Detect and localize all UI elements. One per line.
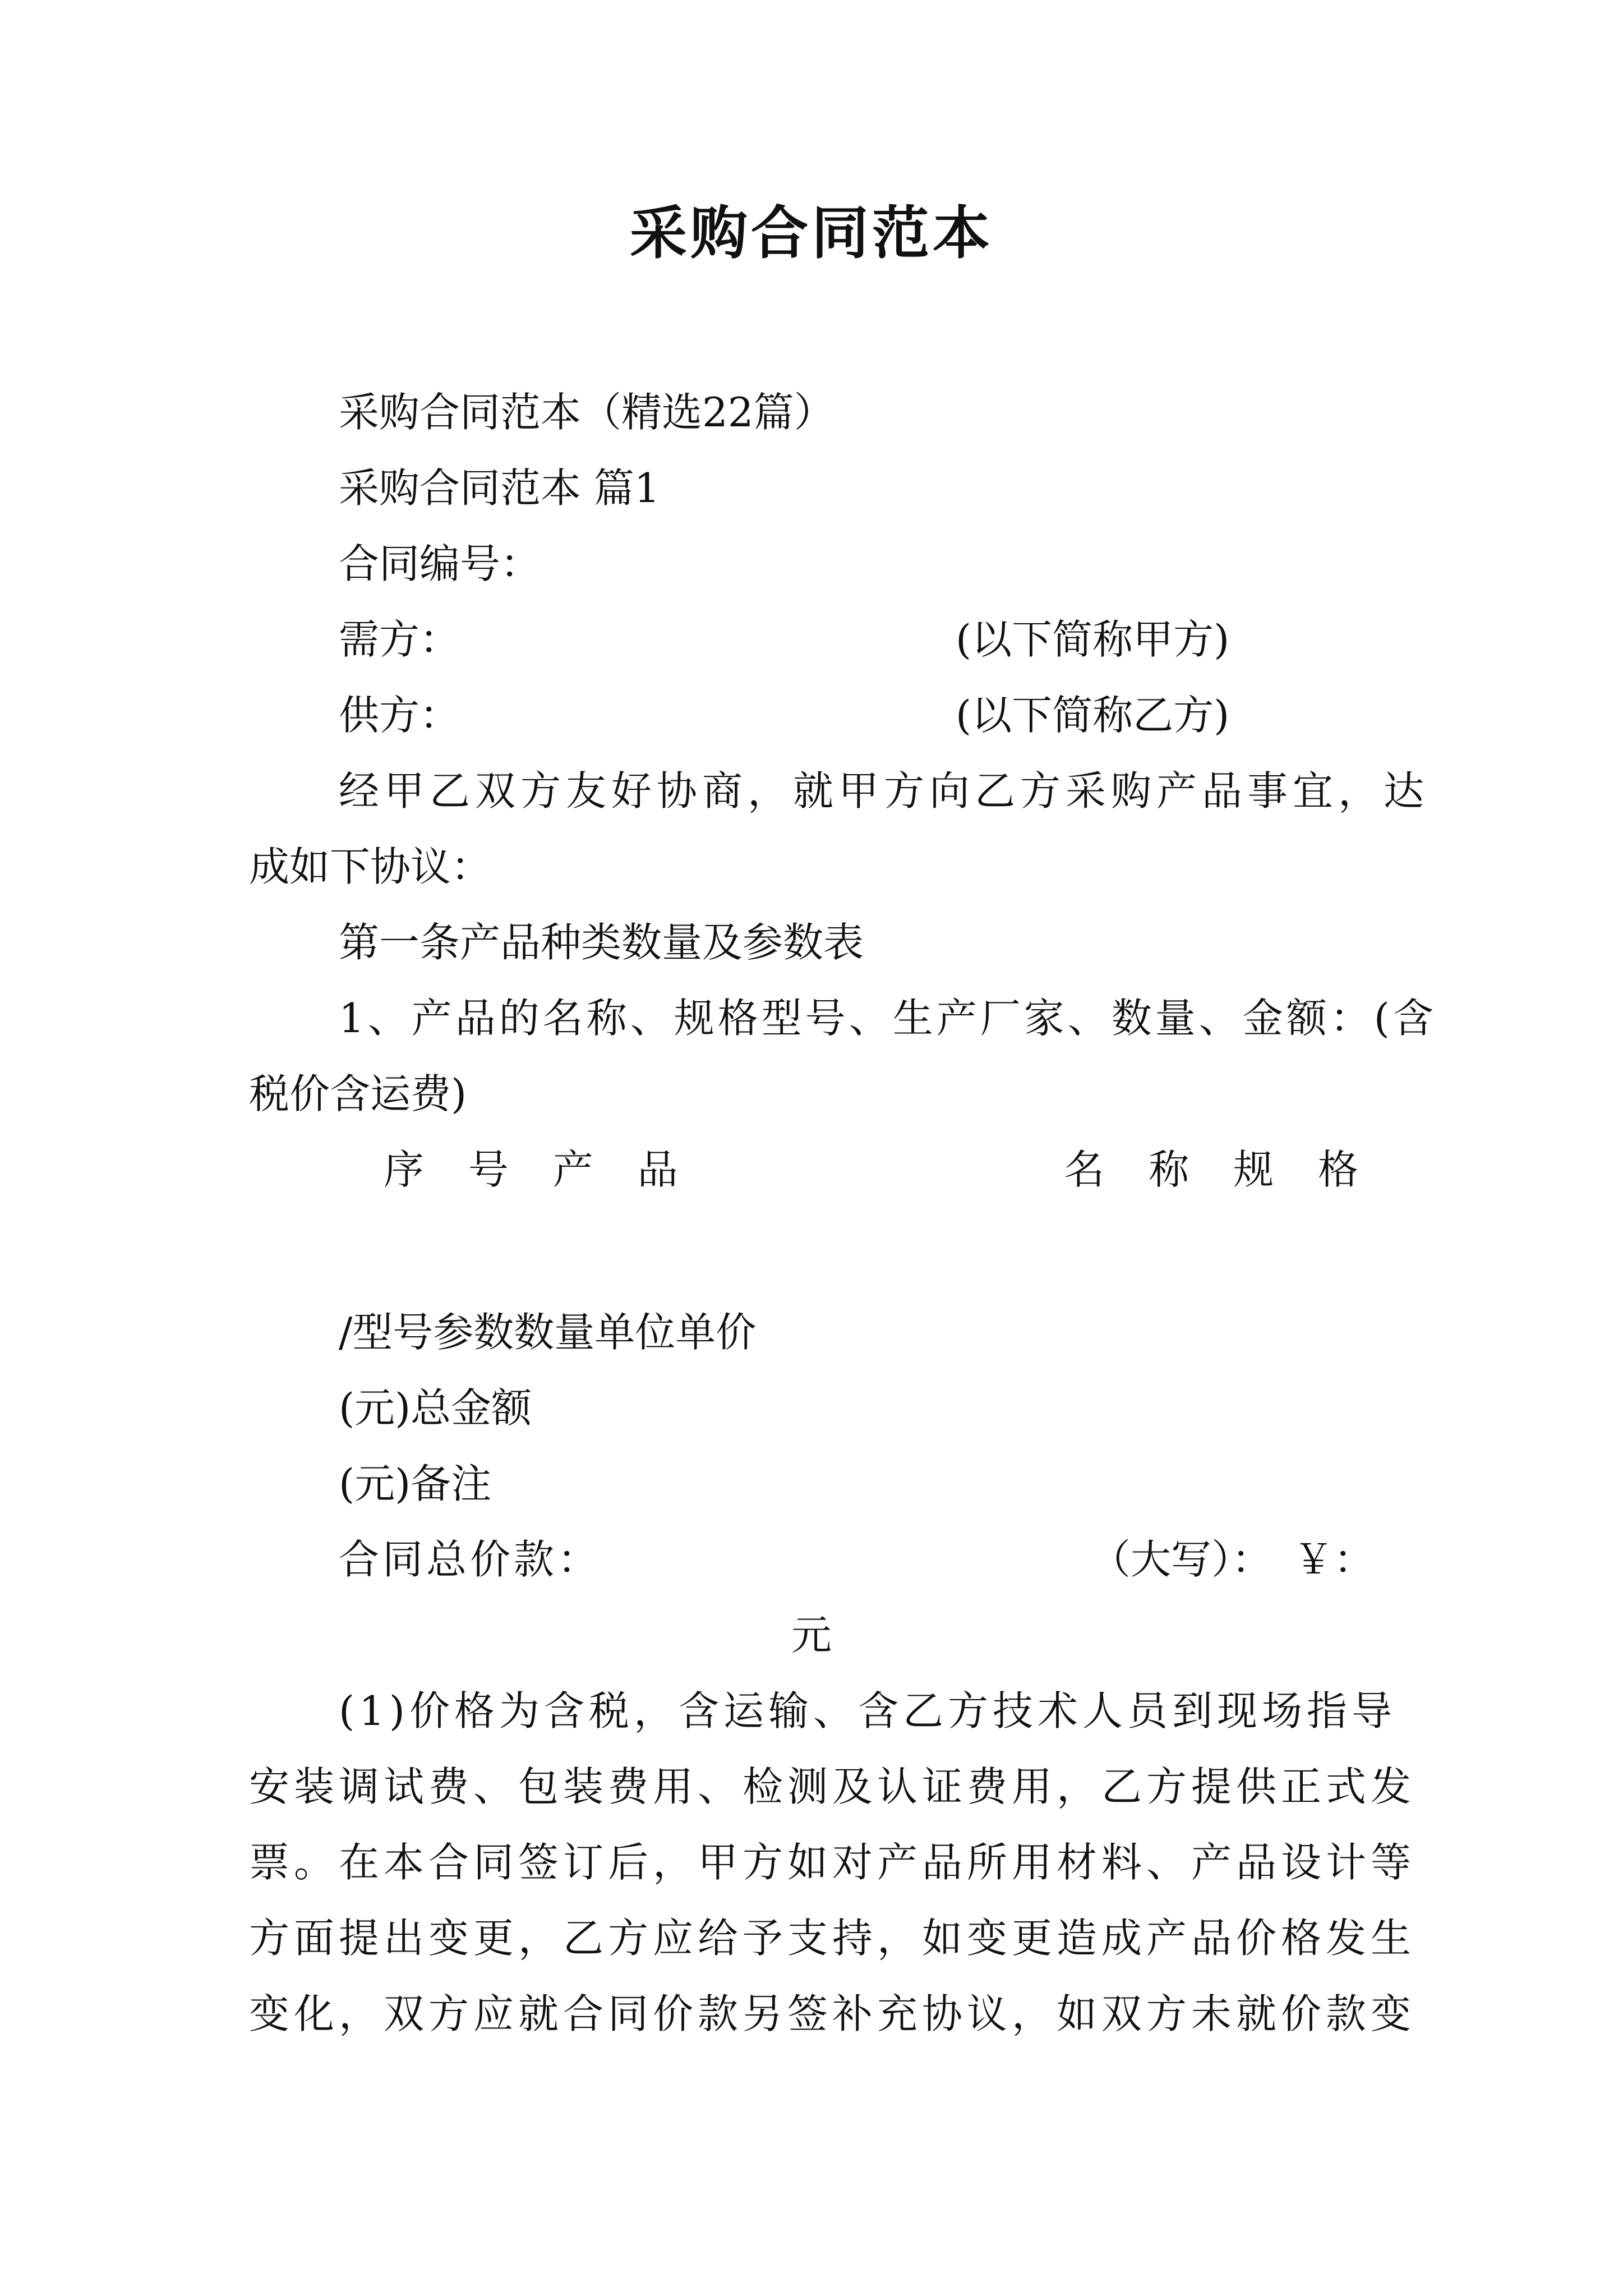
table-header-right: 名 称 规 格: [1064, 1146, 1374, 1193]
item-1-line-1: 1、产品的名称、规格型号、生产厂家、数量、金额：(含: [339, 995, 1437, 1042]
total-symbol-label: ￥：: [1293, 1536, 1374, 1583]
supplier-row: [249, 676, 1374, 754]
supplier-alias: (以下简称乙方): [956, 692, 1230, 739]
item-1-line-2: 税价含运费): [249, 1070, 467, 1117]
table-header-left: 序 号 产 品: [384, 1146, 694, 1193]
clause-1-line-4: 方面提出变更，乙方应给予支持，如变更造成产品价格发生: [249, 1915, 1416, 1962]
intro-line-1: 经甲乙双方友好协商，就甲方向乙方采购产品事宜，达: [339, 767, 1430, 815]
contract-number-label: 合同编号：: [339, 540, 541, 587]
buyer-row: [249, 600, 1374, 679]
document-subtitle: 采购合同范本（精选22篇）: [339, 389, 834, 436]
article-1-heading: 第一条产品种类数量及参数表: [339, 919, 864, 966]
buyer-label: 需方：: [339, 616, 460, 663]
table-header-line-2: /型号参数数量单位单价: [339, 1309, 757, 1356]
clause-1-line-5: 变化，双方应就合同价款另签补充协议，如双方未就价款变: [249, 1990, 1416, 2037]
clause-1-line-3: 票。在本合同签订后，甲方如对产品所用材料、产品设计等: [249, 1839, 1416, 1886]
clause-1-line-1: (1)价格为含税，含运输、含乙方技术人员到现场指导: [339, 1687, 1396, 1734]
table-header-line-3: (元)总金额: [339, 1384, 532, 1432]
total-price-label: 合同总价款：: [339, 1536, 602, 1583]
buyer-alias: (以下简称甲方): [956, 616, 1230, 663]
clause-1-line-2: 安装调试费、包装费用、检测及认证费用，乙方提供正式发: [249, 1763, 1416, 1810]
total-capital-label: （大写）：: [1090, 1536, 1272, 1583]
table-header-line-4: (元)备注: [339, 1460, 492, 1507]
total-unit: 元: [791, 1612, 832, 1659]
supplier-label: 供方：: [339, 692, 460, 739]
section-heading: 采购合同范本 篇1: [339, 464, 660, 512]
document-title: 采购合同范本: [630, 200, 993, 267]
intro-line-2: 成如下协议：: [249, 843, 492, 890]
